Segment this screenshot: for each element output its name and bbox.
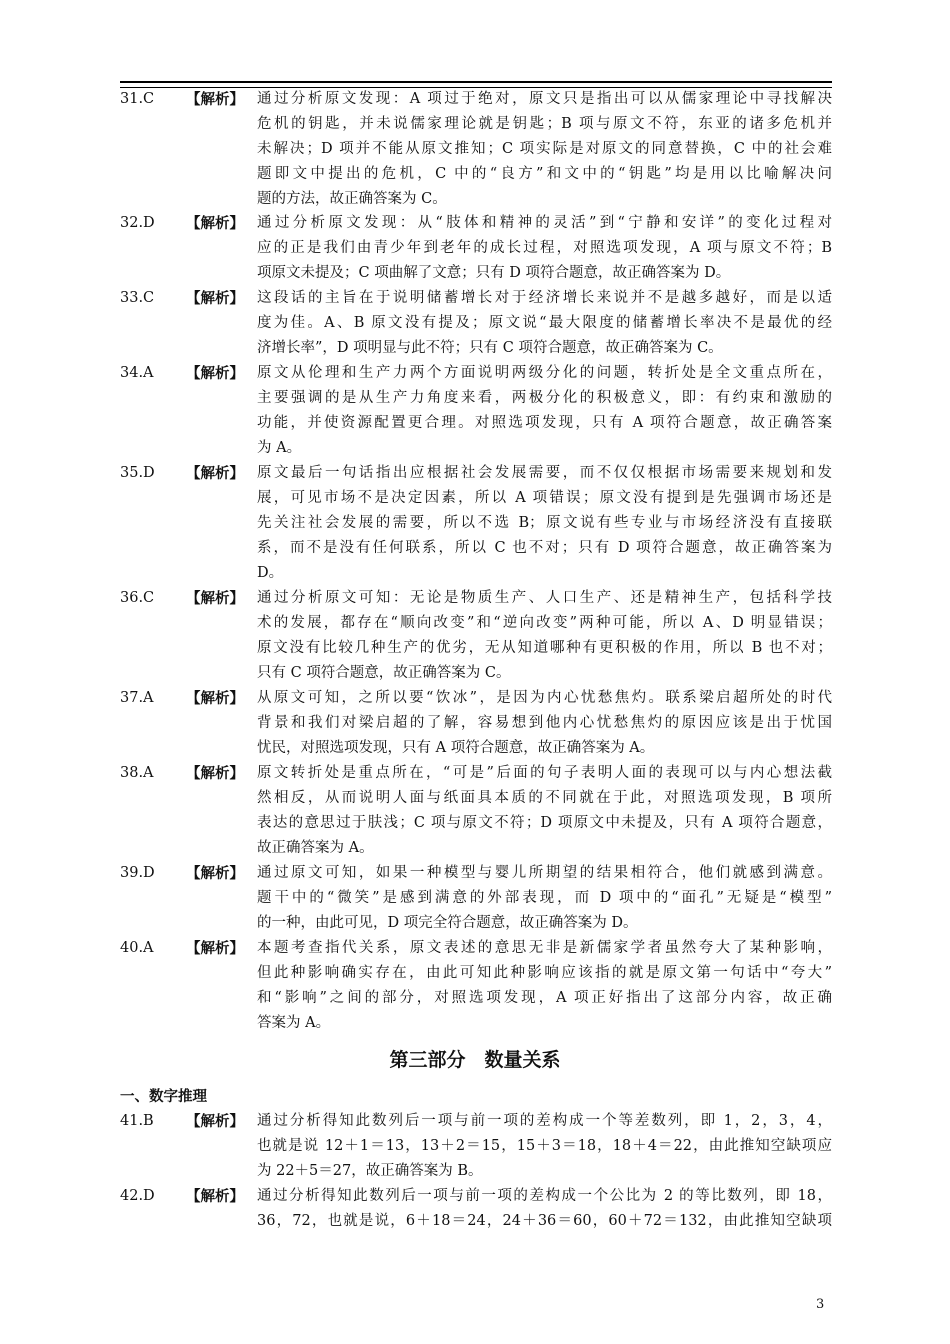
analysis-line: 和“影响”之间的部分，对照选项发现，A 项正好指出了这部分内容，故正确 [257, 990, 832, 1006]
analysis-text [257, 861, 832, 936]
analysis-line: 题干中的“微笑”是感到满意的外部表现，而 D 项中的“面孔”无疑是“模型” [257, 890, 832, 906]
analysis-line: 为 22＋5＝27，故正确答案为 B。 [257, 1163, 483, 1179]
analysis-line: 通过分析得知此数列后一项与前一项的差构成一个等差数列，即 1，2，3，4， [257, 1113, 832, 1129]
analysis-line: 通过分析得知此数列后一项与前一项的差构成一个公比为 2 的等比数列，即 18， [257, 1188, 832, 1204]
analysis-line: 这段话的主旨在于说明储蓄增长对于经济增长来说并不是越多越好，而是以适 [257, 290, 832, 306]
analysis-tag: 【解析】 [186, 365, 244, 382]
analysis-tag: 【解析】 [186, 1113, 244, 1130]
analysis-line: 功能，并使资源配置更合理。对照选项发现，只有 A 项符合题意，故正确答案 [257, 415, 832, 431]
analysis-text [257, 686, 832, 761]
analysis-line: 展，可见市场不是决定因素，所以 A 项错误；原文没有提到是先强调市场还是 [257, 490, 832, 506]
answer-number: 39.D [120, 865, 155, 881]
analysis-text [257, 586, 832, 686]
answer-number: 36.C [120, 590, 155, 606]
answer-number: 40.A [120, 940, 154, 956]
analysis-tag: 【解析】 [186, 1188, 244, 1205]
analysis-line: 表达的意思过于肤浅；C 项与原文不符；D 项原文中未提及，只有 A 项符合题意， [257, 815, 832, 831]
answer-number: 38.A [120, 765, 154, 781]
analysis-line: 度为佳。A、B 原文没有提及；原文说“最大限度的储蓄增长率决不是最优的经 [257, 315, 832, 331]
analysis-tag: 【解析】 [186, 465, 244, 482]
analysis-tag: 【解析】 [186, 91, 244, 108]
page-number: 3 [816, 1297, 825, 1312]
analysis-text [257, 1184, 832, 1234]
analysis-line: 故正确答案为 A。 [257, 840, 374, 856]
answer-number: 34.A [120, 365, 154, 381]
analysis-line: 背景和我们对梁启超的了解，容易想到他内心忧愁焦灼的原因应该是出于忧国 [257, 715, 832, 731]
analysis-line: 然相反，从而说明人面与纸面具本质的不同就在于此，对照选项发现，B 项所 [257, 790, 832, 806]
analysis-text [257, 286, 832, 361]
analysis-tag: 【解析】 [186, 940, 244, 957]
analysis-line: 题即文中提出的危机，C 中的“良方”和文中的“钥匙”均是用以比喻解决问 [257, 166, 832, 182]
sub-section-title: 一、数字推理 [120, 1089, 207, 1105]
analysis-tag: 【解析】 [186, 865, 244, 882]
answer-number: 42.D [120, 1188, 155, 1204]
analysis-text [257, 936, 832, 1036]
analysis-line: 危机的钥匙，并未说儒家理论就是钥匙；B 项与原文不符，东亚的诸多危机并 [257, 116, 832, 132]
answer-number: 37.A [120, 690, 154, 706]
analysis-line: 答案为 A。 [257, 1015, 331, 1031]
analysis-text [257, 211, 832, 286]
answer-number: 35.D [120, 465, 155, 481]
analysis-line: 通过分析原文发现：A 项过于绝对，原文只是指出可以从儒家理论中寻找解决 [257, 91, 832, 107]
analysis-line: 原文最后一句话指出应根据社会发展需要，而不仅仅根据市场需要来规划和发 [257, 465, 832, 481]
analysis-line: 忧民，对照选项发现，只有 A 项符合题意，故正确答案为 A。 [257, 740, 655, 756]
analysis-line: 项原文未提及；C 项曲解了文意；只有 D 项符合题意，故正确答案为 D。 [257, 265, 731, 281]
analysis-line: 先关注社会发展的需要，所以不选 B；原文说有些专业与市场经济没有直接联 [257, 515, 832, 531]
answer-number: 41.B [120, 1113, 154, 1129]
analysis-text [257, 761, 832, 861]
analysis-text [257, 87, 832, 212]
analysis-line: 也就是说 12＋1＝13，13＋2＝15，15＋3＝18，18＋4＝22，由此推知空缺项应 [257, 1138, 832, 1154]
answer-number: 33.C [120, 290, 155, 306]
section-title: 第三部分 数量关系 [389, 1049, 561, 1071]
analysis-text [257, 361, 832, 461]
analysis-line: 系，而不是没有任何联系，所以 C 也不对；只有 D 项符合题意，故正确答案为 [257, 540, 832, 556]
analysis-line: D。 [257, 565, 284, 581]
analysis-text [257, 1109, 832, 1184]
analysis-line: 只有 C 项符合题意，故正确答案为 C。 [257, 665, 511, 681]
analysis-line: 通过原文可知，如果一种模型与婴儿所期望的结果相符合，他们就感到满意。 [257, 865, 832, 881]
analysis-line: 从原文可知，之所以要“饮冰”，是因为内心忧愁焦灼。联系梁启超所处的时代 [257, 690, 832, 706]
analysis-line: 36，72，也就是说，6＋18＝24，24＋36＝60，60＋72＝132，由此推知空缺项 [257, 1213, 832, 1229]
analysis-tag: 【解析】 [186, 590, 244, 607]
analysis-line: 原文没有比较几种生产的优劣，无从知道哪种有更积极的作用，所以 B 也不对； [257, 640, 832, 656]
analysis-line: 的一种，由此可见，D 项完全符合题意，故正确答案为 D。 [257, 915, 638, 931]
analysis-line: 术的发展，都存在“顺向改变”和“逆向改变”两种可能，所以 A、D 明显错误； [257, 615, 832, 631]
analysis-line: 原文转折处是重点所在，“可是”后面的句子表明人面的表现可以与内心想法截 [257, 765, 832, 781]
analysis-line: 通过分析原文发现：从“肢体和精神的灵活”到“宁静和安详”的变化过程对 [257, 215, 832, 231]
analysis-line: 主要强调的是从生产力角度来看，两极分化的积极意义，即：有约束和激励的 [257, 390, 832, 406]
analysis-tag: 【解析】 [186, 290, 244, 307]
analysis-line: 未解决；D 项并不能从原文推知；C 项实际是对原文的同意替换，C 中的社会难 [257, 141, 832, 157]
analysis-line: 济增长率”，D 项明显与此不符；只有 C 项符合题意，故正确答案为 C。 [257, 340, 723, 356]
analysis-line: 原文从伦理和生产力两个方面说明两级分化的问题，转折处是全文重点所在， [257, 365, 832, 381]
analysis-line: 题的方法，故正确答案为 C。 [257, 191, 447, 207]
answer-number: 31.C [120, 91, 155, 107]
analysis-line: 通过分析原文可知：无论是物质生产、人口生产、还是精神生产，包括科学技 [257, 590, 832, 606]
analysis-line: 应的正是我们由青少年到老年的成长过程，对照选项发现，A 项与原文不符；B [257, 240, 832, 256]
analysis-text [257, 461, 832, 586]
analysis-line: 但此种影响确实存在，由此可知此种影响应该指的就是原文第一句话中“夸大” [257, 965, 832, 981]
analysis-tag: 【解析】 [186, 215, 244, 232]
analysis-tag: 【解析】 [186, 690, 244, 707]
header-rule-thick [120, 81, 832, 83]
analysis-line: 为 A。 [257, 440, 302, 456]
analysis-tag: 【解析】 [186, 765, 244, 782]
analysis-line: 本题考查指代关系，原文表述的意思无非是新儒家学者虽然夸大了某种影响， [257, 940, 832, 956]
answer-number: 32.D [120, 215, 155, 231]
